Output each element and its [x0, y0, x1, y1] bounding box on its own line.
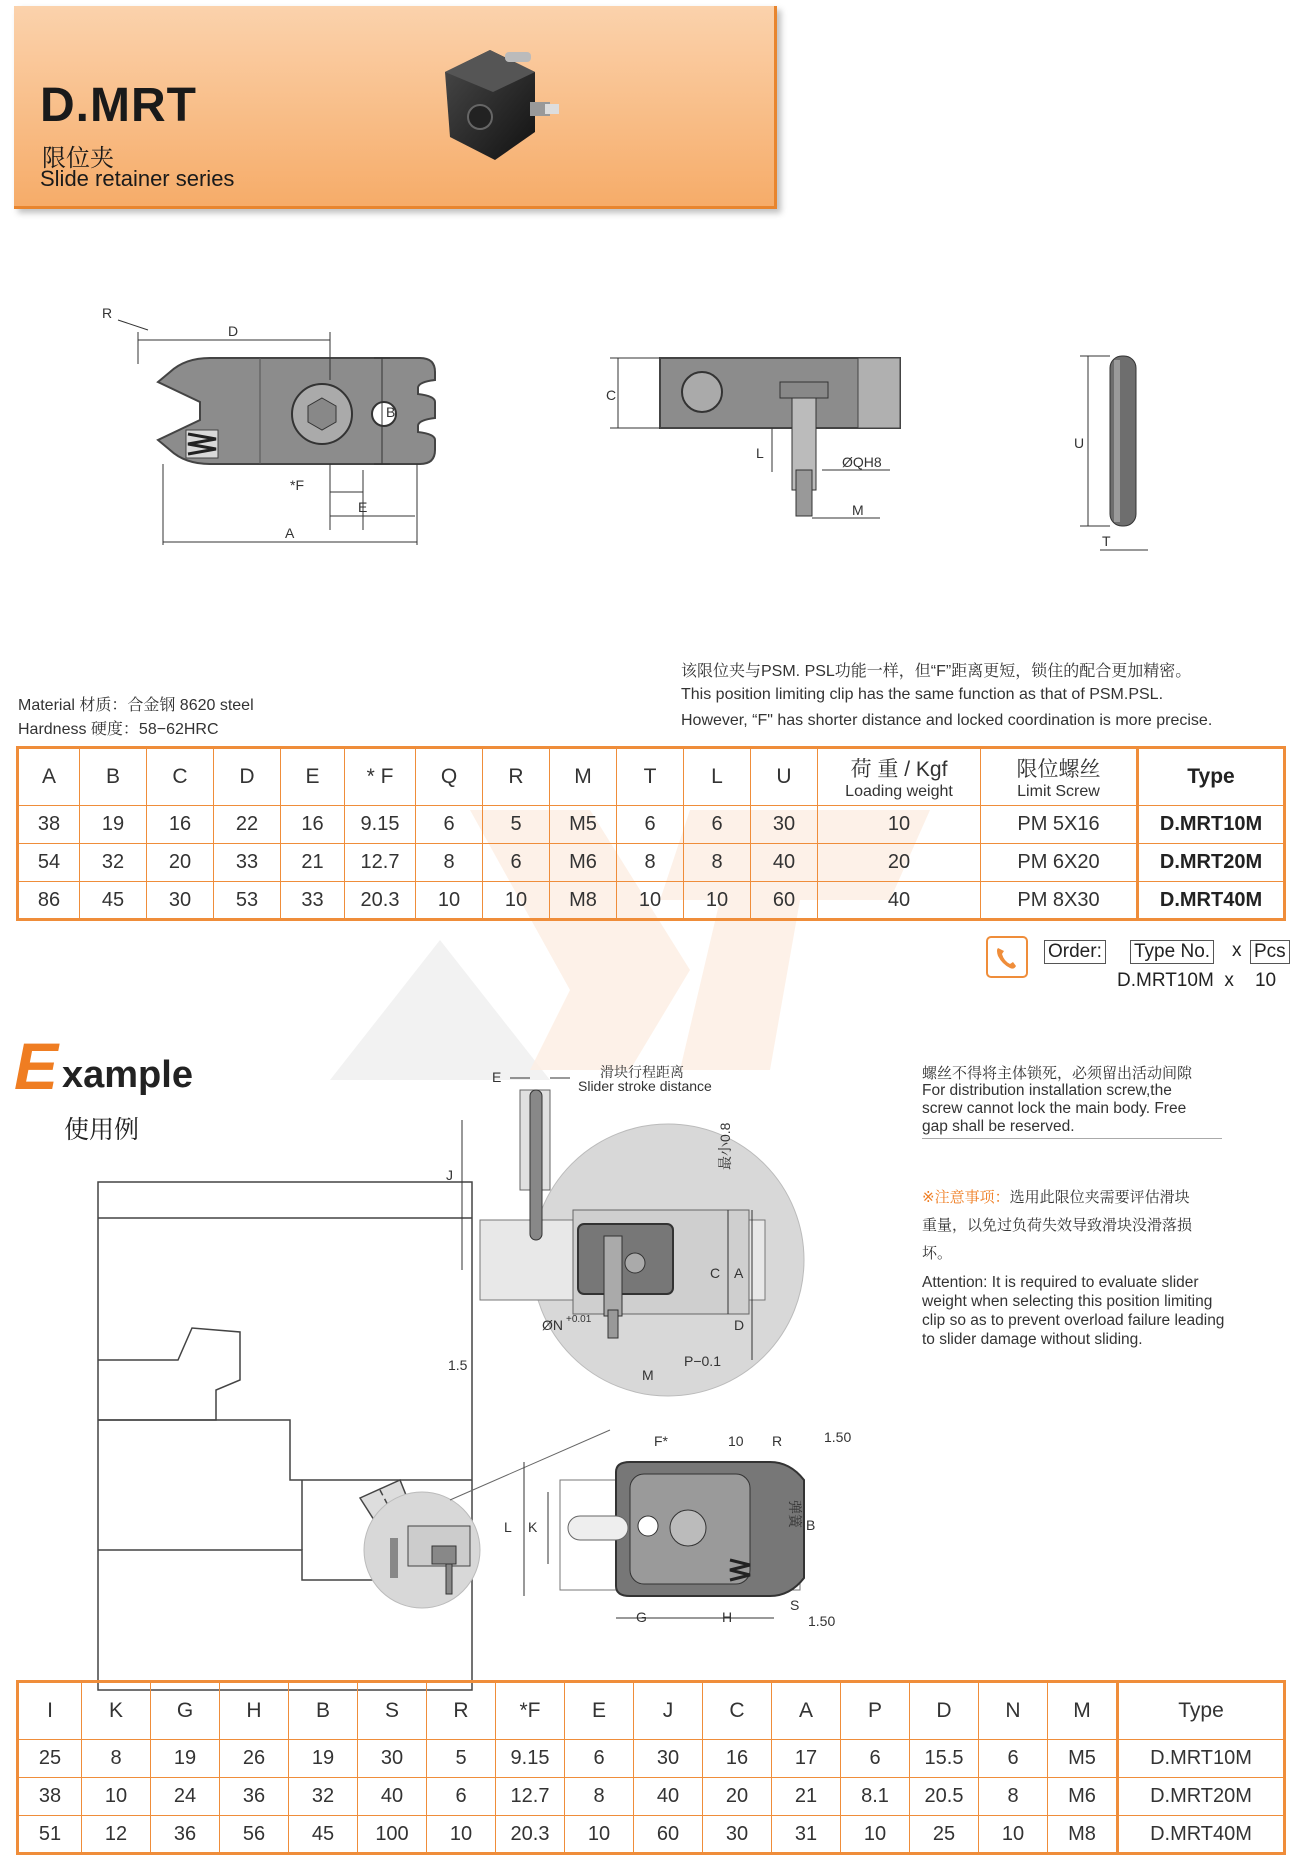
ex-c: C [710, 1265, 721, 1281]
t1-h-a: A [18, 748, 80, 806]
t2-type: D.MRT20M [1118, 1778, 1285, 1816]
t2-cell: 45 [289, 1816, 358, 1854]
t1-cell: 10 [483, 882, 550, 920]
t2-cell: 26 [220, 1740, 289, 1778]
t1-cell: 10 [617, 882, 684, 920]
t2-cell: 12 [82, 1816, 151, 1854]
t1-type: D.MRT40M [1138, 882, 1285, 920]
order-pcs: Pcs [1250, 940, 1290, 964]
dim-a: A [285, 525, 295, 541]
t1-cell: 45 [80, 882, 147, 920]
attention-cn-3: 坏。 [922, 1245, 953, 1262]
example-drawings [90, 1060, 990, 1640]
stroke-label-en: Slider stroke distance [578, 1078, 712, 1094]
t1-cell: M8 [550, 882, 617, 920]
t2-h: *F [496, 1682, 565, 1740]
t2-cell: 17 [772, 1740, 841, 1778]
t1-cell: 16 [281, 806, 345, 844]
t2-h: A [772, 1682, 841, 1740]
material-text: Material 材质：合金钢 8620 steel [18, 697, 254, 714]
ex-f: F* [654, 1433, 668, 1449]
pin-view [1074, 356, 1148, 550]
product-code: D.MRT [40, 79, 197, 132]
dim-m-side: M [852, 502, 864, 518]
t1-cell: 30 [147, 882, 214, 920]
t1-h-f: * F [345, 748, 416, 806]
ex-p: P−0.1 [684, 1353, 721, 1369]
t2-h-type: Type [1118, 1682, 1285, 1740]
t2-cell: 10 [82, 1778, 151, 1816]
t1-cell: 38 [18, 806, 80, 844]
ex-r: R [772, 1433, 783, 1449]
load-header-en: Loading weight [845, 783, 953, 800]
clip-top-view [102, 305, 435, 545]
attention-label: ※注意事项： [922, 1189, 1010, 1206]
t1-h-b: B [80, 748, 147, 806]
table-row [18, 1740, 1285, 1778]
t1-cell: 8 [684, 844, 751, 882]
attention-line-1 [922, 1186, 1190, 1207]
table-row [18, 1816, 1285, 1854]
ex-h: H [722, 1609, 733, 1625]
ex-b: B [806, 1517, 816, 1533]
t2-cell: 20.3 [496, 1816, 565, 1854]
ex-l: L [504, 1519, 512, 1535]
t2-cell: 51 [18, 1816, 82, 1854]
t2-cell: 9.15 [496, 1740, 565, 1778]
desc-cn: 该限位夹与PSM. PSL功能一样，但“F”距离更短，锁住的配合更加精密。 [681, 663, 1192, 680]
example-title-e: E [14, 1029, 59, 1103]
dim-l: L [756, 445, 764, 461]
t1-cell: 33 [281, 882, 345, 920]
t2-h: R [427, 1682, 496, 1740]
t1-h-load [818, 748, 981, 806]
t2-cell: 8 [82, 1740, 151, 1778]
t2-type: D.MRT10M [1118, 1740, 1285, 1778]
t1-load: 10 [818, 806, 981, 844]
t2-cell: 10 [565, 1816, 634, 1854]
ex-1-5: 1.5 [448, 1357, 468, 1373]
t1-cell: 30 [751, 806, 818, 844]
stroke-label-cn: 滑块行程距离 [600, 1064, 684, 1080]
attention-cn-2: 重量，以免过负荷失效导致滑块没滑落损 [922, 1217, 1193, 1234]
t1-cell: 6 [483, 844, 550, 882]
ex-min: 最小0.8 [717, 1122, 733, 1170]
t1-h-c: C [147, 748, 214, 806]
t2-cell: 10 [427, 1816, 496, 1854]
ex-a: A [734, 1265, 744, 1281]
table2-header-row [18, 1682, 1285, 1740]
ex-10: 10 [728, 1433, 744, 1449]
t2-h: N [979, 1682, 1048, 1740]
t1-h-type: Type [1138, 748, 1285, 806]
t2-cell: 19 [289, 1740, 358, 1778]
phone-icon [986, 936, 1028, 978]
t1-cell: 6 [684, 806, 751, 844]
t1-cell: M5 [550, 806, 617, 844]
t2-type: D.MRT40M [1118, 1816, 1285, 1854]
t2-h: C [703, 1682, 772, 1740]
t1-cell: 32 [80, 844, 147, 882]
t1-cell: 8 [617, 844, 684, 882]
t2-cell: 31 [772, 1816, 841, 1854]
note1-en-3: gap shall be reserved. [922, 1118, 1075, 1135]
t2-cell: 20.5 [910, 1778, 979, 1816]
t2-cell: 60 [634, 1816, 703, 1854]
t1-cell: 22 [214, 806, 281, 844]
t2-cell: 8 [979, 1778, 1048, 1816]
attention-en-4: to slider damage without sliding. [922, 1331, 1143, 1348]
t2-cell: 30 [358, 1740, 427, 1778]
t1-cell: 33 [214, 844, 281, 882]
t1-cell: 8 [416, 844, 483, 882]
ex-d: D [734, 1317, 745, 1333]
t2-cell: 25 [18, 1740, 82, 1778]
t2-cell: 100 [358, 1816, 427, 1854]
t1-h-q: Q [416, 748, 483, 806]
t1-h-r: R [483, 748, 550, 806]
attention-cn-1: 选用此限位夹需要评估滑块 [1009, 1189, 1190, 1206]
t2-cell: 6 [427, 1778, 496, 1816]
t1-cell: 12.7 [345, 844, 416, 882]
t2-h: B [289, 1682, 358, 1740]
attention-en-3: clip so as to prevent overload failure leading [922, 1312, 1225, 1329]
order-x: x [1232, 940, 1242, 961]
dim-e: E [358, 499, 368, 515]
ex-spring: 弹簧 [787, 1500, 803, 1528]
t1-cell: 21 [281, 844, 345, 882]
t2-h: H [220, 1682, 289, 1740]
table-row [18, 1778, 1285, 1816]
t2-cell: 12.7 [496, 1778, 565, 1816]
t1-cell: M6 [550, 844, 617, 882]
table-row [18, 844, 1285, 882]
t2-cell: 40 [634, 1778, 703, 1816]
t2-cell: M6 [1048, 1778, 1118, 1816]
ex-m: M [642, 1367, 654, 1383]
technical-drawings-top [90, 305, 1190, 600]
t2-cell: 19 [151, 1740, 220, 1778]
t1-cell: 5 [483, 806, 550, 844]
t1-type: D.MRT10M [1138, 806, 1285, 844]
t1-cell: 9.15 [345, 806, 416, 844]
dim-t: T [1102, 533, 1111, 549]
ex-s: S [790, 1597, 800, 1613]
ex-j: J [446, 1167, 453, 1183]
t1-h-e: E [281, 748, 345, 806]
t1-cell: 54 [18, 844, 80, 882]
t2-cell: 21 [772, 1778, 841, 1816]
t1-screw: PM 8X30 [981, 882, 1138, 920]
ex-k: K [528, 1519, 538, 1535]
table-row [18, 882, 1285, 920]
note1-en-2: screw cannot lock the main body. Free [922, 1100, 1187, 1117]
t1-cell: 10 [684, 882, 751, 920]
t1-load: 40 [818, 882, 981, 920]
dim-qh8: ØQH8 [842, 454, 882, 470]
ex-1-50-top: 1.50 [824, 1429, 852, 1445]
screw-header-cn: 限位螺丝 [1016, 758, 1101, 781]
desc-en-2: However, “F" has shorter distance and locked coordination is more precise. [681, 712, 1213, 729]
t1-cell: 19 [80, 806, 147, 844]
t1-load: 20 [818, 844, 981, 882]
t1-cell: 20.3 [345, 882, 416, 920]
t2-cell: 25 [910, 1816, 979, 1854]
t1-type: D.MRT20M [1138, 844, 1285, 882]
dim-c: C [606, 387, 617, 403]
t2-cell: 10 [841, 1816, 910, 1854]
attention-en-1: Attention: It is required to evaluate slider [922, 1274, 1199, 1291]
order-example: D.MRT10M x 10 [1117, 970, 1277, 991]
t1-screw: PM 6X20 [981, 844, 1138, 882]
t2-h: K [82, 1682, 151, 1740]
attention-en-2: weight when selecting this position limiting [922, 1293, 1213, 1310]
t2-h: S [358, 1682, 427, 1740]
clip-side-view [606, 358, 900, 518]
t2-cell: 10 [979, 1816, 1048, 1854]
t1-cell: 20 [147, 844, 214, 882]
t1-cell: 16 [147, 806, 214, 844]
t2-h: M [1048, 1682, 1118, 1740]
t2-cell: 40 [358, 1778, 427, 1816]
t1-h-m: M [550, 748, 617, 806]
t2-cell: 5 [427, 1740, 496, 1778]
t1-cell: 86 [18, 882, 80, 920]
t2-cell: 8 [565, 1778, 634, 1816]
t1-cell: 53 [214, 882, 281, 920]
t2-h: P [841, 1682, 910, 1740]
t1-cell: 6 [617, 806, 684, 844]
t2-h: G [151, 1682, 220, 1740]
t2-cell: 20 [703, 1778, 772, 1816]
ex-e: E [492, 1069, 502, 1085]
t2-cell: 30 [634, 1740, 703, 1778]
t2-cell: 15.5 [910, 1740, 979, 1778]
leader-line [450, 1430, 610, 1500]
mold-assembly [98, 1182, 472, 1690]
t2-h: I [18, 1682, 82, 1740]
t1-cell: 10 [416, 882, 483, 920]
t1-screw: PM 5X16 [981, 806, 1138, 844]
t2-cell: M8 [1048, 1816, 1118, 1854]
t2-h: E [565, 1682, 634, 1740]
dim-u: U [1074, 435, 1085, 451]
t2-h: D [910, 1682, 979, 1740]
product-photo [435, 42, 575, 167]
dim-b: B [386, 404, 396, 420]
t2-cell: 32 [289, 1778, 358, 1816]
t2-cell: 6 [841, 1740, 910, 1778]
t1-h-u: U [751, 748, 818, 806]
product-name-cn: 限位夹 [42, 145, 114, 172]
dim-d: D [228, 323, 239, 339]
order-type-no: Type No. [1130, 940, 1214, 964]
t1-cell: 60 [751, 882, 818, 920]
ex-n-tol: +0.01 [566, 1314, 592, 1325]
t2-cell: 24 [151, 1778, 220, 1816]
ex-n: ØN [542, 1317, 563, 1333]
t2-cell: 56 [220, 1816, 289, 1854]
t2-cell: 6 [979, 1740, 1048, 1778]
t1-cell: 6 [416, 806, 483, 844]
t1-h-l: L [684, 748, 751, 806]
table1-header-row [18, 748, 1285, 806]
t2-cell: 36 [151, 1816, 220, 1854]
dim-f: *F [290, 477, 304, 493]
t1-cell: 40 [751, 844, 818, 882]
t2-h: J [634, 1682, 703, 1740]
note1-en-1: For distribution installation screw,the [922, 1082, 1172, 1099]
spec-table-2 [16, 1680, 1286, 1855]
spec-table-1 [16, 746, 1286, 921]
t2-cell: 38 [18, 1778, 82, 1816]
t2-cell: 36 [220, 1778, 289, 1816]
ex-g: G [636, 1609, 647, 1625]
screw-header-en: Limit Screw [1017, 783, 1100, 800]
product-name-en: Slide retainer series [40, 166, 235, 191]
t2-cell: 8.1 [841, 1778, 910, 1816]
dim-r: R [102, 305, 113, 321]
order-label: Order: [1044, 940, 1106, 964]
example-title-rest: xample [62, 1054, 193, 1096]
ex-1-50-bot: 1.50 [808, 1613, 836, 1629]
note1-cn: 螺丝不得将主体锁死，必须留出活动间隙 [922, 1065, 1193, 1082]
t1-h-t: T [617, 748, 684, 806]
example-title-cn: 使用例 [64, 1116, 140, 1144]
hardness-text: Hardness 硬度：58−62HRC [18, 721, 219, 738]
t1-h-screw [981, 748, 1138, 806]
t1-h-d: D [214, 748, 281, 806]
note-divider [922, 1138, 1222, 1139]
table-row [18, 806, 1285, 844]
t2-cell: 16 [703, 1740, 772, 1778]
t2-cell: 6 [565, 1740, 634, 1778]
t2-cell: M5 [1048, 1740, 1118, 1778]
t2-cell: 30 [703, 1816, 772, 1854]
clip-installed-top-view [524, 1462, 804, 1596]
desc-en-1: This position limiting clip has the same function as that of PSM.PSL. [681, 686, 1164, 703]
load-header-cn: 荷 重 / Kgf [850, 758, 948, 781]
